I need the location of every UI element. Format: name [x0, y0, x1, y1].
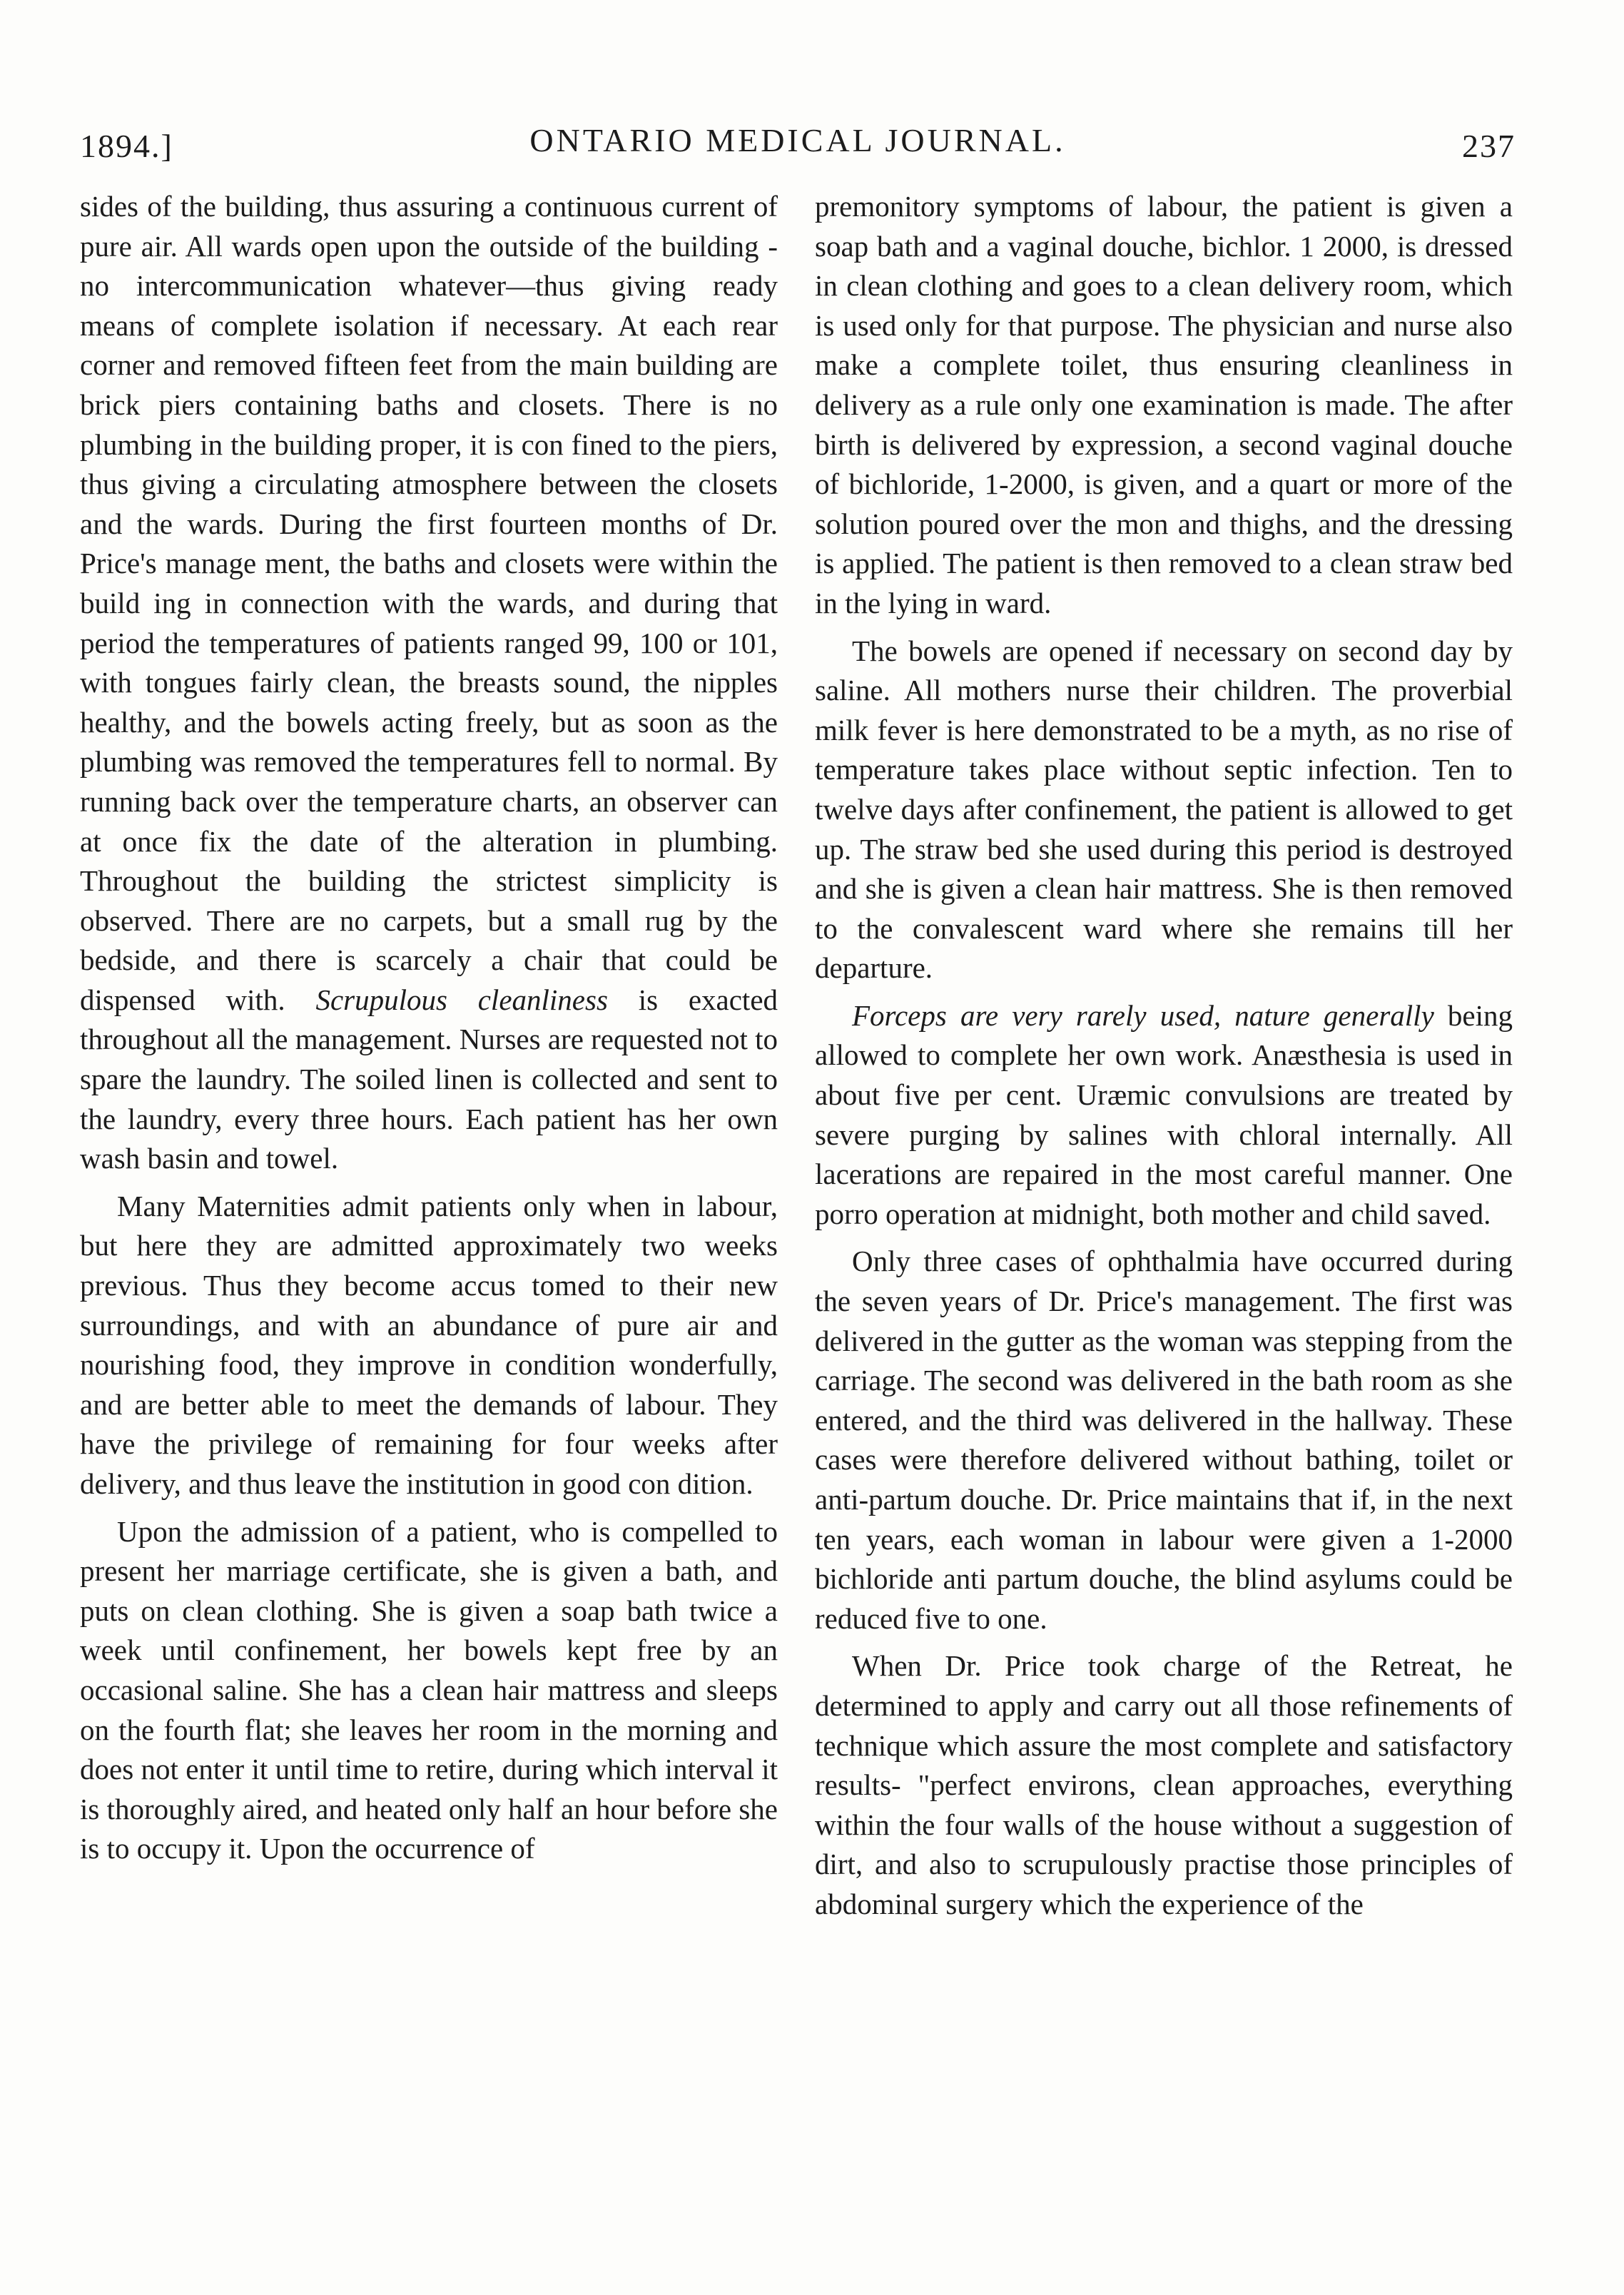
paragraph-text: being allowed to complete her own work. Anæsthesia is used in about five per cent. Uræmic convulsions are treated by severe purging by salines with chloral internally. All lacerations are repaired in the most careful manner. One porro operation at midnight, both mother and child saved.: [815, 998, 1513, 1230]
paragraph: [80, 187, 778, 1179]
emphasis-text: Scrupulous cleanliness: [315, 983, 608, 1016]
paragraph: Only three cases of ophthalmia have occurred during the seven years of Dr. Price's management. The first was delivered in the gutter as the woman was stepping from the carriage. The second was delivered in the bath room as she entered, and the third was delivered in the hallway. These cases were therefore delivered without bathing, toilet or anti-partum douche. Dr. Price maintains that if, in the next ten years, each woman in labour were given a 1-2000 bichloride anti partum douche, the blind asylums could be reduced five to one.: [815, 1245, 1513, 1635]
paragraph: Many Maternities admit patients only when in labour, but here they are admitted approximately two weeks previous. Thus they become accus tomed to their new surroundings, and with an abundance of pure air and nourishing food, they improve in condition wonderfully, and are better able to meet the demands of labour. They have the privilege of remaining for four weeks after delivery, and thus leave the institution in good con dition.: [80, 1189, 778, 1500]
paragraph: When Dr. Price took charge of the Retreat, he determined to apply and carry out all those refinements of technique which assure the most complete and satisfactory results- "perfect environs, clean approaches, everything within the four walls of the house without a suggestion of dirt, and also to scrupulously practise those principles of abdominal surgery which the experience of the: [815, 1649, 1513, 1920]
page-number: 237: [1462, 128, 1516, 164]
right-column: [815, 187, 1513, 1932]
left-column: [80, 187, 778, 1877]
running-head: [80, 121, 1516, 171]
paragraph: Upon the admission of a patient, who is compelled to present her marriage certificate, she is given a bath, and puts on clean clothing. She is given a soap bath twice a week until confinement, her bowels kept free by an occasional saline. She has a clean hair mattress and sleeps on the fourth flat; she leaves her room in the morning and does not enter it until time to retire, during which interval it is thoroughly aired, and heated only half an hour before she is to occupy it. Upon the occurrence of: [80, 1514, 778, 1865]
paragraph: The bowels are opened if necessary on second day by saline. All mothers nurse their children. The proverbial milk fever is here demonstrated to be a myth, as no rise of temperature takes place without septic infection. Ten to twelve days after confinement, the patient is allowed to get up. The straw bed she used during this period is destroyed and she is given a clean hair mattress. She is then removed to the convalescent ward where she remains till her departure.: [815, 634, 1513, 985]
journal-title: ONTARIO MEDICAL JOURNAL.: [529, 122, 1066, 158]
paragraph: [815, 996, 1513, 1235]
emphasis-text: Forceps are very rarely used, nature generally: [852, 998, 1434, 1032]
paragraph-text: sides of the building, thus assuring a continuous current of pure air. All wards open upon the outside of the building - no intercommunication whatever—thus giving ready means of complete isolation if necessary. At each rear corner and removed fifteen feet from the main building are brick piers containing baths and closets. There is no plumbing in the building proper, it is con fined to the piers, thus giving a circulating atmosphere between the closets and the wards. During the first fourteen months of Dr. Price's manage ment, the baths and closets were within the build ing in connection with the wards, and during that period the temperatures of patients ranged 99, 100 or 101, with tongues fairly clean, the breasts sound, the nipples healthy, and the bowels acting freely, but as soon as the plumbing was removed the temperatures fell to normal. By running back over the temperature charts, an observer can at once fix the date of the alteration in plumbing. Throughout the building the strictest simplicity is observed. There are no carpets, but a small rug by the bedside, and there is scarcely a chair that could be dispensed with.: [80, 190, 778, 1016]
header-year: 1894.]: [80, 128, 173, 164]
paragraph: premonitory symptoms of labour, the patient is given a soap bath and a vaginal douche, bichlor. 1 2000, is dressed in clean clothing and goes to a clean delivery room, which is used only for that purpose. The physician and nurse also make a complete toilet, thus ensuring cleanliness in delivery as a rule only one examination is made. The after birth is delivered by expression, a second vaginal douche of bichloride, 1-2000, is given, and a quart or more of the solution poured over the mon and thighs, and the dressing is applied. The patient is then removed to a clean straw bed in the lying in ward.: [815, 190, 1513, 619]
paragraph-text: is exacted throughout all the management. Nurses are requested not to spare the laundry. The soiled linen is collected and sent to the laundry, every three hours. Each patient has her own wash basin and towel.: [80, 983, 778, 1175]
